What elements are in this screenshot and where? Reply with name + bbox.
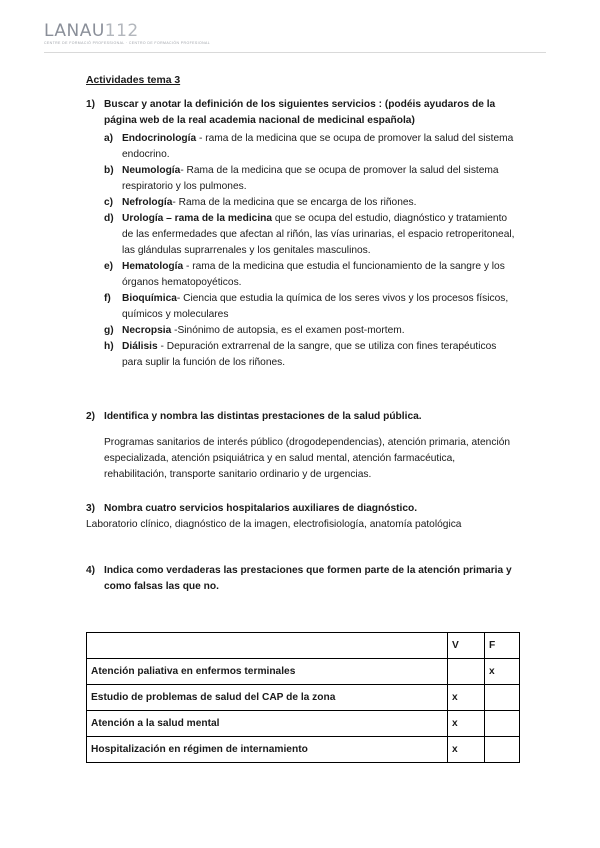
header-cell-f: F [485,633,520,659]
question-2 [86,409,516,483]
primary-care-table [86,632,520,763]
header-cell [87,633,448,659]
item-definition: - rama de la medicina que estudia el funcionamiento de la sangre y los órganos hematopoyéticos. [122,261,505,288]
table-row [87,737,520,763]
definition-item [104,339,516,371]
document-title: Actividades tema 3 [86,75,181,86]
question-number: 3) [86,503,96,514]
question-text: Nombra cuatro servicios hospitalarios auxiliares de diagnóstico. [104,503,418,514]
table-cell [485,685,520,711]
table-cell: x [448,737,485,763]
table-row [87,659,520,685]
definition-item [104,291,516,323]
question-2-answer: Programas sanitarios de interés público (drogodependencias), atención primaria, atención especializada, atención psiquiátrica y en salud mental, atención farmacéutica, rehabilitación, transporte sanitario ordinario y de urgencias. [104,437,511,480]
question-3-answer: Laboratorio clínico, diagnóstico de la imagen, electrofisiología, anatomía patológica [86,519,462,530]
item-letter: g) [104,325,114,336]
question-text: Indica como verdaderas las prestaciones que formen parte de la atención primaria y como falsas las que no. [104,565,512,592]
item-definition: - Depuración extrarrenal de la sangre, que se utiliza con fines terapéuticos para suplir la función de los riñones. [122,341,497,368]
logo-tagline: CENTRE DE FORMACIÓ PROFESSIONAL · CENTRO DE FORMACIÓN PROFESIONAL [44,41,211,45]
table-cell [485,711,520,737]
item-term: Diálisis [122,341,158,352]
table-header-row [87,633,520,659]
item-letter: c) [104,197,114,208]
item-letter: f) [104,293,111,304]
logo-number: 112 [104,21,139,41]
item-definition: - Rama de la medicina que se encarga de los riñones. [172,197,417,208]
item-term: Urología – rama de la medicina [122,213,273,224]
table-row [87,685,520,711]
table-cell: x [448,711,485,737]
item-term: Neumología [122,165,181,176]
question-number: 2) [86,411,96,422]
table-cell: Atención paliativa en enfermos terminales [87,659,448,685]
item-term: Hematología [122,261,184,272]
question-4 [86,563,516,595]
question-text: Buscar y anotar la definición de los siguientes servicios : (podéis ayudaros de la página web de la real academia nacional de medicinal española) [104,99,496,126]
question-3 [86,501,516,533]
question-3-heading [86,501,516,517]
table-cell: Estudio de problemas de salud del CAP de la zona [87,685,448,711]
item-term: Necropsia [122,325,172,336]
item-definition: -Sinónimo de autopsia, es el examen post-mortem. [171,325,405,336]
definition-item [104,131,516,163]
item-term: Endocrinología [122,133,197,144]
question-number: 4) [86,565,96,576]
item-definition: - rama de la medicina que se ocupa de promover la salud del sistema endocrino. [122,133,514,160]
table-cell: Hospitalización en régimen de internamiento [87,737,448,763]
question-text: Identifica y nombra las distintas prestaciones de la salud pública. [104,411,422,422]
definition-item [104,259,516,291]
table-cell: x [448,685,485,711]
question-2-heading [86,409,516,425]
item-letter: d) [104,213,114,224]
item-letter: h) [104,341,114,352]
logo [44,22,210,45]
header-cell-v: V [448,633,485,659]
question-1-heading [86,97,516,129]
definition-item [104,163,516,195]
table-cell [448,659,485,685]
table-cell [485,737,520,763]
definition-item [104,211,516,259]
item-definition: que se ocupa del estudio, diagnóstico y tratamiento de las enfermedades que afectan al riñón, las vías urinarias, el espacio retroperitoneal, las glándulas suprarrenales y los genitales masculinos. [122,213,515,256]
item-letter: b) [104,165,114,176]
logo-text: LANAU [44,21,105,41]
definition-item [104,323,516,339]
table-cell: Atención a la salud mental [87,711,448,737]
question-number: 1) [86,99,96,110]
item-term: Bioquímica [122,293,177,304]
item-definition: - Ciencia que estudia la química de los seres vivos y los procesos físicos, químicos y moleculares [122,293,509,320]
definition-list [104,131,516,371]
item-term: Nefrología [122,197,173,208]
logo-wordmark [44,22,210,40]
item-letter: a) [104,133,114,144]
item-letter: e) [104,261,114,272]
table-row [87,711,520,737]
item-definition: - Rama de la medicina que se ocupa de promover la salud del sistema respiratorio y los pulmones. [122,165,499,192]
document-body [86,73,516,595]
header-divider [44,52,546,53]
question-4-heading [86,563,516,595]
question-1 [86,97,516,371]
table-cell: x [485,659,520,685]
definition-item [104,195,516,211]
